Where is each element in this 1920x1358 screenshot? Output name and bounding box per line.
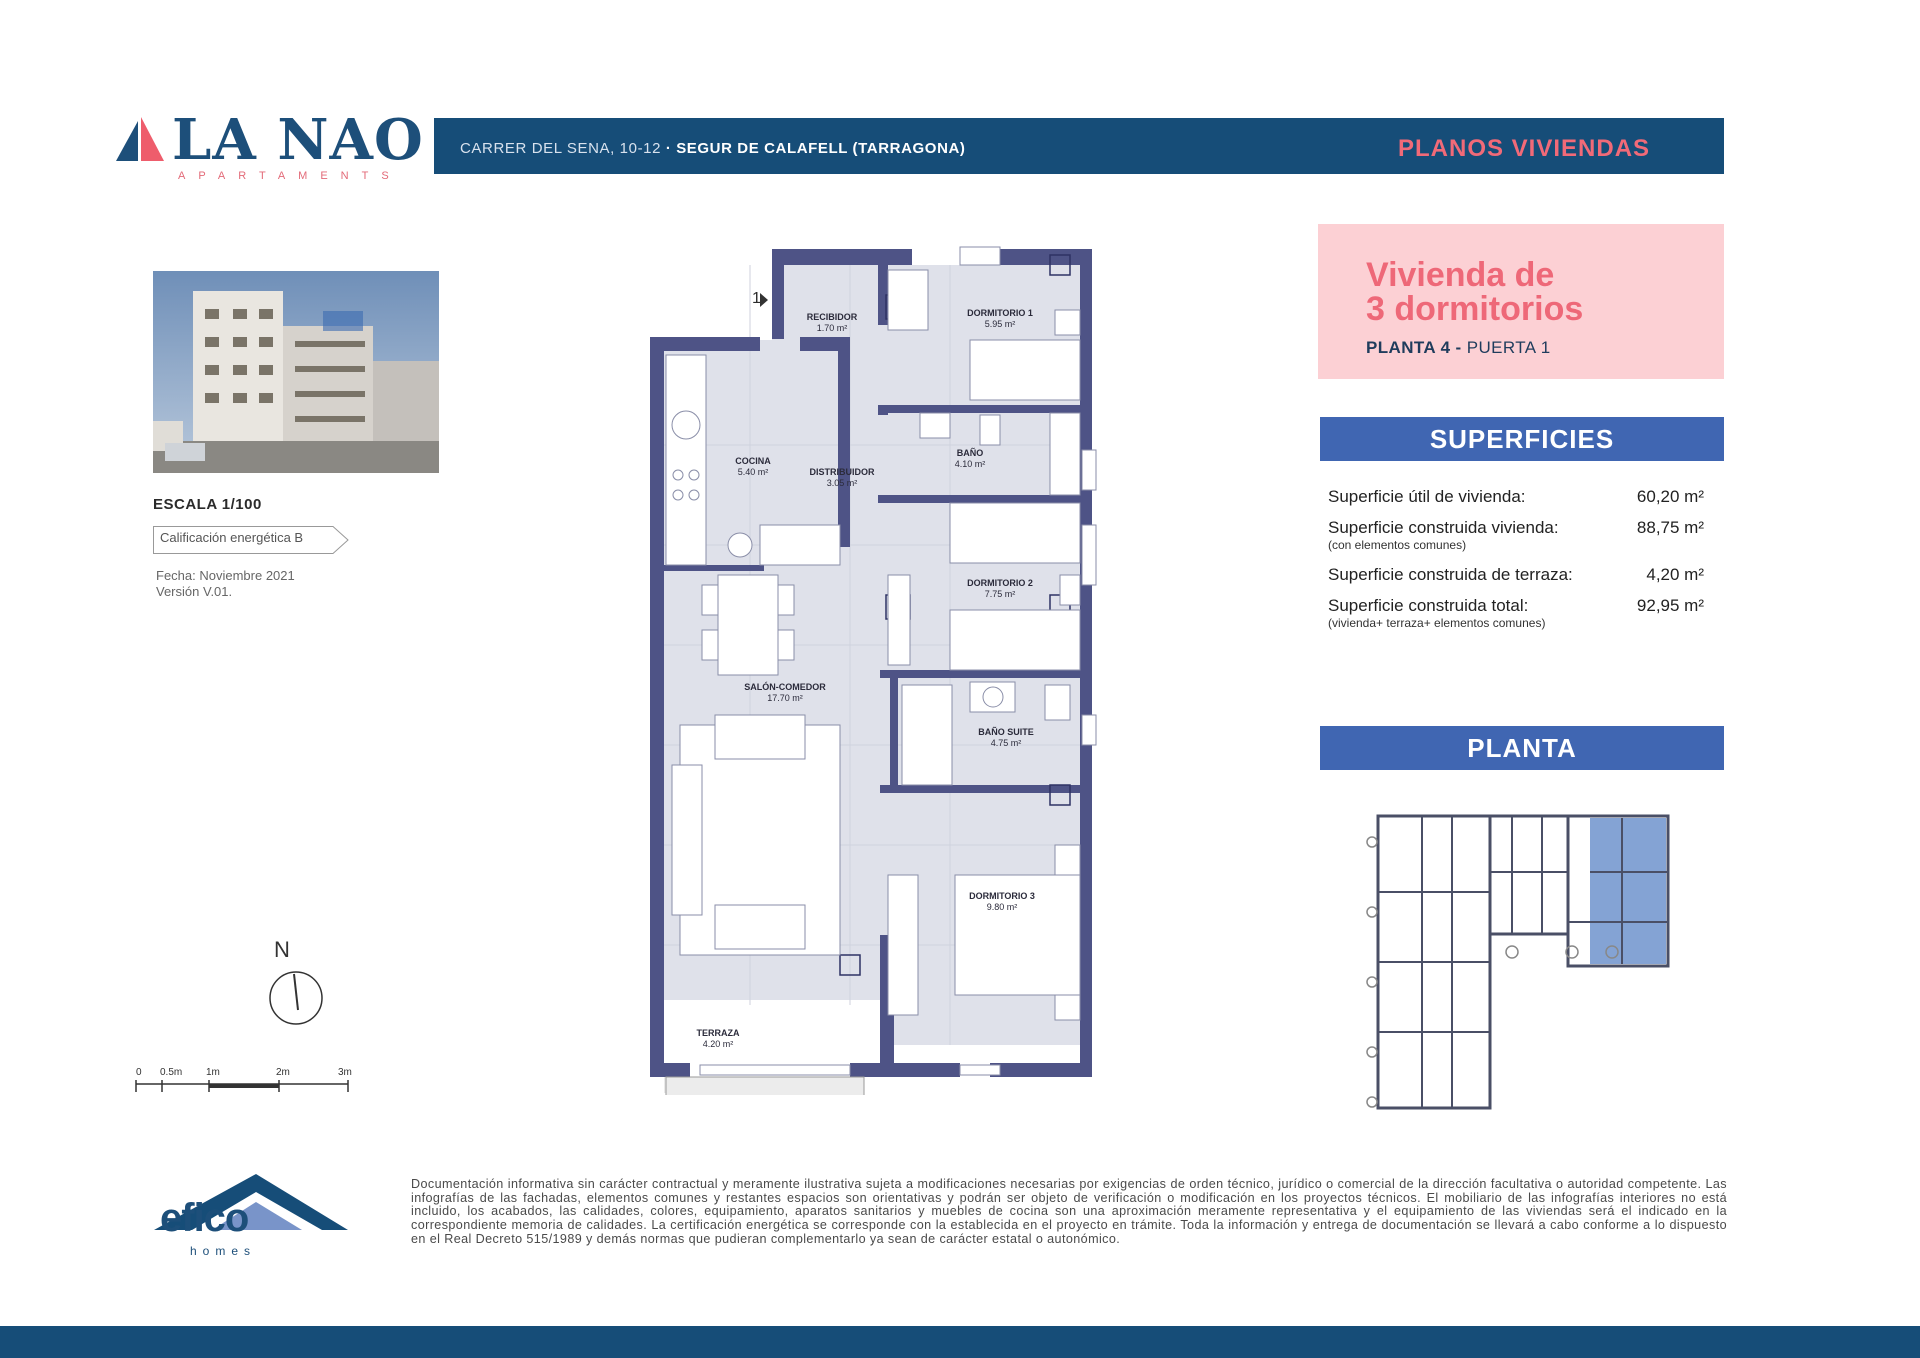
room-label: BAÑO xyxy=(956,448,984,458)
north-letter: N xyxy=(274,937,290,962)
room-area: 4.10 m² xyxy=(954,459,986,469)
surface-value: 60,20 m² xyxy=(1636,487,1704,506)
scale-tick-label: 2m xyxy=(276,1067,290,1078)
date-label: Fecha: Noviembre 2021 xyxy=(156,568,295,583)
legal-disclaimer: Documentación informativa sin carácter contractual y meramente ilustrativa sujeta a modificaciones necesarias por exigencias de orden técnico, jurídico o comercial de la dirección facultativa o autoridad competente. Las infografías de las fachadas, elementos comunes y restantes espacios son orientativas y podrán ser objeto de verificación o modificación en los proyectos técnicos. El mobiliario de las infografías interiores no está incluido, los acabados, las calidades, colores, equipamiento, aparatos sanitarios y muebles de cocina son una aproximación meramente representativa y el equipamiento de las viviendas será el indicado en la correspondiente memoria de calidades. La certificación energética se corresponde con la establecida en el proyecto en trámite. Toda la información y entrega de documentación se llevará a cabo conforme a lo dispuesto en el Real Decreto 515/1989 y demás normas que pudieran complementarlo ya sean de carácter estatal o autonómico. xyxy=(411,1177,1727,1246)
surface-note: (vivienda+ terraza+ elementos comunes) xyxy=(1328,616,1546,630)
entry-marker: 1 xyxy=(752,290,761,307)
version-label: Versión V.01. xyxy=(156,584,233,599)
surface-label: Superficie útil de vivienda: xyxy=(1328,487,1526,506)
building-key-plan xyxy=(1362,812,1674,1116)
building-photo xyxy=(153,271,439,473)
scale-label: ESCALA 1/100 xyxy=(153,496,262,513)
scale-tick-label: 3m xyxy=(338,1067,352,1078)
surface-value: 4,20 m² xyxy=(1646,565,1704,584)
surface-label: Superficie construida total: xyxy=(1328,596,1529,615)
surface-label: Superficie construida vivienda: xyxy=(1328,518,1559,537)
room-area: 9.80 m² xyxy=(986,902,1018,912)
logo-sail-icon xyxy=(116,117,166,163)
surface-note: (con elementos comunes) xyxy=(1328,538,1467,552)
room-label: TERRAZA xyxy=(696,1028,740,1038)
logo-tagline: APARTAMENTS xyxy=(178,170,402,182)
scale-bar xyxy=(134,1080,354,1094)
surfaces-heading: SUPERFICIES xyxy=(1320,417,1724,461)
room-area: 5.40 m² xyxy=(737,467,769,477)
room-label: RECIBIDOR xyxy=(806,312,858,322)
surface-label: Superficie construida de terraza: xyxy=(1328,565,1573,584)
room-area: 1.70 m² xyxy=(816,323,848,333)
room-label: DORMITORIO 2 xyxy=(967,578,1033,588)
header-title: PLANOS VIVIENDAS xyxy=(1398,135,1651,162)
plant-heading: PLANTA xyxy=(1320,726,1724,770)
scale-tick-label: 1m xyxy=(206,1067,220,1078)
scale-tick-label: 0 xyxy=(136,1067,142,1078)
surface-value: 88,75 m² xyxy=(1636,518,1704,537)
room-label: DISTRIBUIDOR xyxy=(809,467,875,477)
unit-title: Vivienda de 3 dormitorios xyxy=(1366,256,1584,328)
room-label: SALÓN-COMEDOR xyxy=(744,682,826,692)
room-area: 3.05 m² xyxy=(826,478,858,488)
room-label: DORMITORIO 1 xyxy=(967,308,1033,318)
room-area: 5.95 m² xyxy=(984,319,1016,329)
footer-bar xyxy=(0,1326,1920,1358)
company-logo-sub: homes xyxy=(190,1244,257,1258)
compass-icon xyxy=(268,970,324,1026)
energy-rating-label: Calificación energética B xyxy=(160,530,304,545)
header-address: CARRER DEL SENA, 10-12 · SEGUR DE CALAFELL (TARRAGONA) xyxy=(460,140,966,157)
logo-name: LA NAO xyxy=(172,107,424,173)
surface-value: 92,95 m² xyxy=(1636,596,1704,615)
company-logo-text: efico xyxy=(160,1196,249,1240)
room-area: 7.75 m² xyxy=(984,589,1016,599)
room-area: 4.20 m² xyxy=(702,1039,734,1049)
room-label: COCINA xyxy=(735,456,771,466)
room-area: 4.75 m² xyxy=(990,738,1022,748)
scale-tick-label: 0.5m xyxy=(160,1067,183,1078)
room-area: 17.70 m² xyxy=(767,693,803,703)
floor-plan xyxy=(650,245,1130,1095)
unit-floor-door: PLANTA 4 - PUERTA 1 xyxy=(1366,338,1551,357)
room-label: DORMITORIO 3 xyxy=(969,891,1035,901)
room-label: BAÑO SUITE xyxy=(978,727,1034,737)
